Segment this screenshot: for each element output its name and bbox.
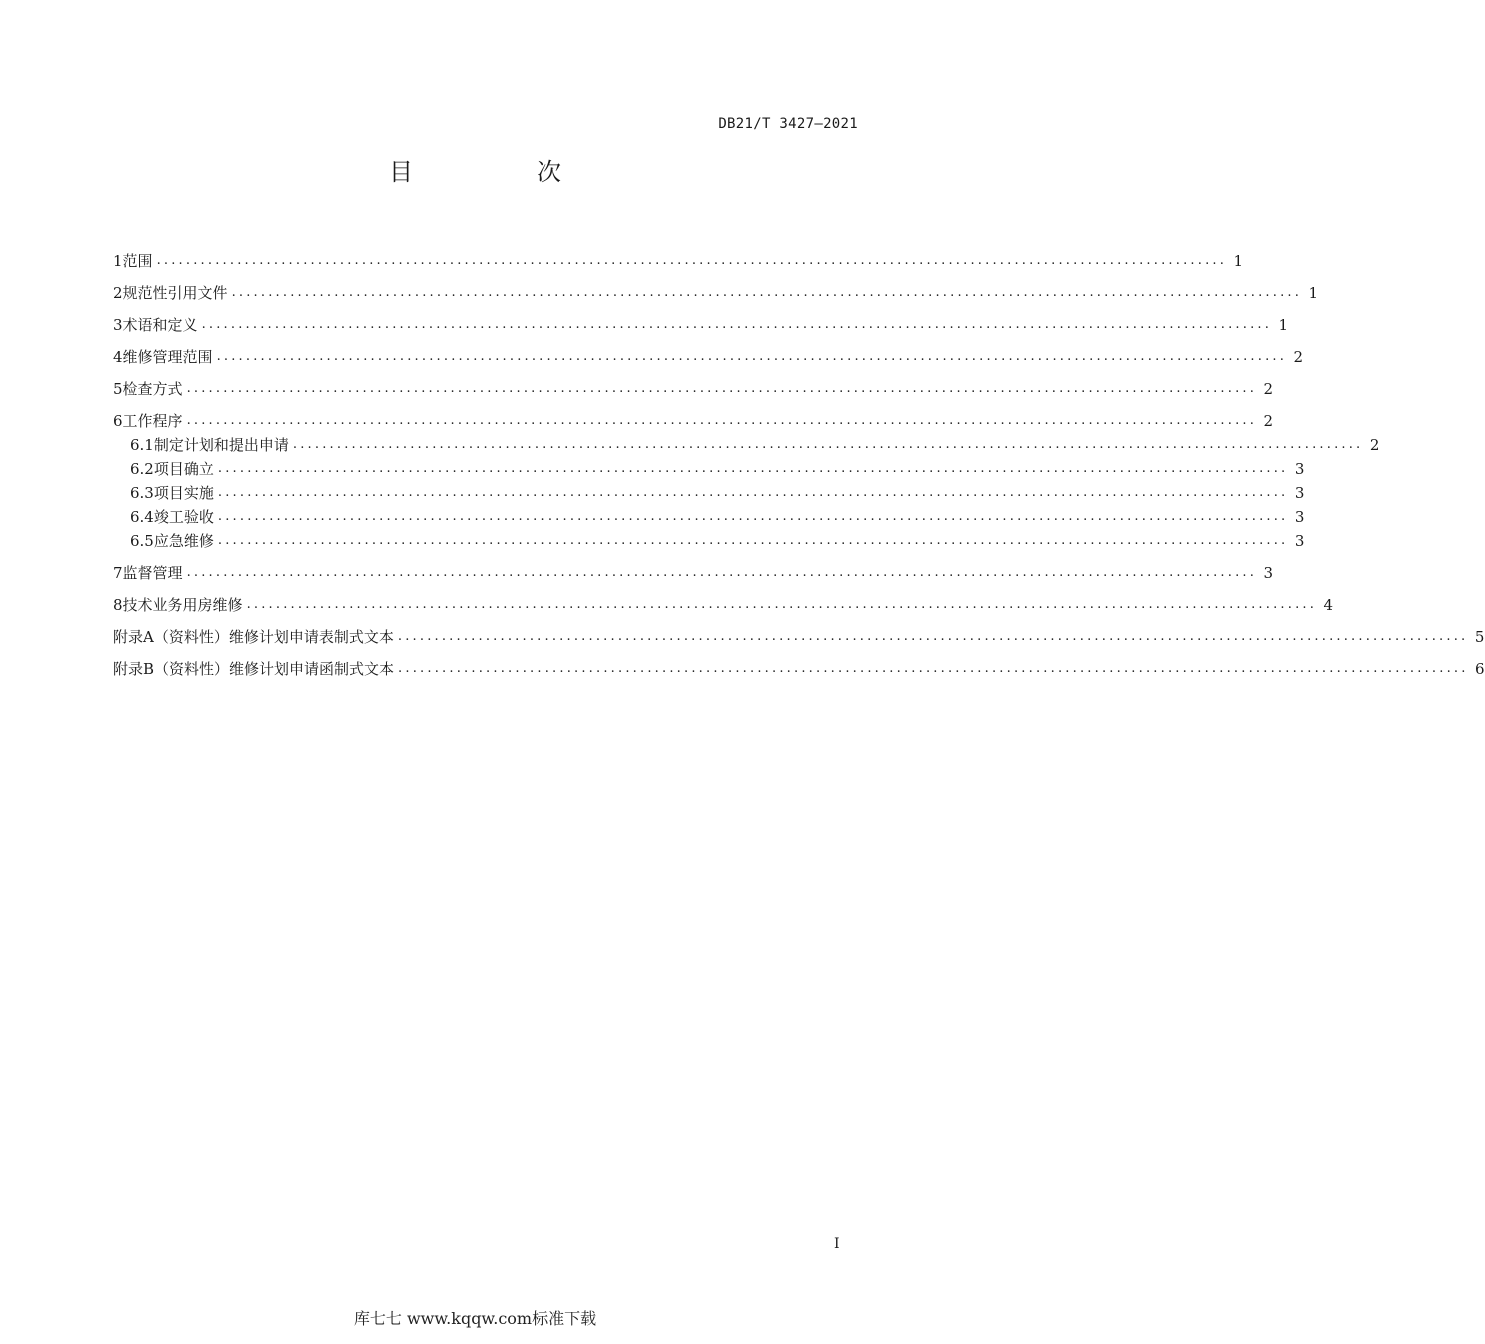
toc-entry-number: 3: [113, 316, 123, 334]
toc-entry-page: 3: [1263, 564, 1274, 582]
dot-leader: ..................................................................................................................................................: [216, 349, 1288, 364]
dot-leader: ..................................................................................................................................................: [186, 413, 1258, 428]
toc-entry-2[interactable]: [113, 272, 1319, 304]
dot-leader: ..................................................................................................................................................: [217, 485, 1289, 500]
page-number: I: [834, 1236, 840, 1252]
table-of-contents: [113, 240, 1485, 680]
toc-entry-label: 维修管理范围: [122, 348, 213, 366]
toc-entry-6-3[interactable]: [113, 480, 1305, 504]
toc-entry-number: 6.3: [130, 484, 154, 502]
toc-entry-page: 3: [1294, 460, 1305, 478]
toc-entry-label: 监督管理: [122, 564, 183, 582]
toc-entry-label: 工作程序: [122, 412, 183, 430]
toc-entry-6-5[interactable]: [113, 528, 1305, 552]
toc-entry-page: 2: [1369, 436, 1380, 454]
toc-entry-number: 6.2: [130, 460, 154, 478]
dot-leader: ..................................................................................................................................................: [292, 437, 1364, 452]
dot-leader: ..................................................................................................................................................: [186, 565, 1258, 580]
toc-entry-number: 附录B（资料性）: [113, 660, 230, 678]
toc-entry-page: 6: [1475, 660, 1485, 678]
toc-entry-appendix-b[interactable]: [113, 648, 1485, 680]
toc-entry-page: 1: [1278, 316, 1289, 334]
toc-entry-label: 规范性引用文件: [122, 284, 228, 302]
dot-leader: ..................................................................................................................................................: [217, 533, 1289, 548]
toc-entry-page: 1: [1233, 252, 1244, 270]
dot-leader: ..................................................................................................................................................: [186, 381, 1258, 396]
toc-entry-label: 项目确立: [153, 460, 214, 478]
toc-entry-label: 制定计划和提出申请: [153, 436, 289, 454]
toc-entry-1[interactable]: [113, 240, 1244, 272]
toc-entry-number: 6.4: [130, 508, 154, 526]
toc-entry-page: 2: [1293, 348, 1304, 366]
page-title: 目 次: [389, 158, 611, 186]
toc-entry-6-4[interactable]: [113, 504, 1305, 528]
toc-entry-label: 维修计划申请函制式文本: [229, 660, 395, 678]
toc-entry-page: 5: [1474, 628, 1485, 646]
toc-entry-label: 术语和定义: [122, 316, 198, 334]
toc-entry-label: 检查方式: [122, 380, 183, 398]
toc-entry-number: 5: [113, 380, 123, 398]
toc-entry-label: 技术业务用房维修: [122, 596, 243, 614]
toc-entry-number: 6.5: [130, 532, 154, 550]
document-code: DB21/T 3427—2021: [718, 116, 858, 132]
toc-entry-page: 1: [1308, 284, 1319, 302]
toc-entry-page: 4: [1323, 596, 1334, 614]
toc-entry-number: 6: [113, 412, 123, 430]
dot-leader: ..................................................................................................................................................: [201, 317, 1273, 332]
dot-leader: ..................................................................................................................................................: [156, 253, 1228, 268]
dot-leader: ..................................................................................................................................................: [397, 629, 1469, 644]
toc-entry-8[interactable]: [113, 584, 1334, 616]
toc-entry-number: 4: [113, 348, 123, 366]
watermark-text: 库七七 www.kqqw.com标准下载: [353, 1309, 597, 1328]
toc-entry-label: 竣工验收: [153, 508, 214, 526]
toc-entry-number: 2: [113, 284, 123, 302]
toc-entry-page: 3: [1294, 508, 1305, 526]
toc-entry-3[interactable]: [113, 304, 1289, 336]
dot-leader: ..................................................................................................................................................: [231, 285, 1303, 300]
toc-entry-number: 1: [113, 252, 123, 270]
toc-entry-6-1[interactable]: [113, 432, 1380, 456]
dot-leader: ..................................................................................................................................................: [398, 661, 1469, 676]
toc-entry-appendix-a[interactable]: [113, 616, 1485, 648]
toc-entry-number: 8: [113, 596, 123, 614]
toc-entry-label: 范围: [122, 252, 153, 270]
toc-entry-number: 附录A（资料性）: [113, 628, 229, 646]
toc-entry-4[interactable]: [113, 336, 1304, 368]
toc-entry-label: 应急维修: [153, 532, 214, 550]
dot-leader: ..................................................................................................................................................: [217, 509, 1289, 524]
toc-entry-page: 3: [1294, 484, 1305, 502]
toc-entry-page: 2: [1263, 412, 1274, 430]
toc-entry-6[interactable]: [113, 400, 1274, 432]
toc-entry-5[interactable]: [113, 368, 1274, 400]
toc-entry-label: 项目实施: [153, 484, 214, 502]
toc-entry-number: 6.1: [130, 436, 154, 454]
toc-entry-page: 3: [1294, 532, 1305, 550]
dot-leader: ..................................................................................................................................................: [246, 597, 1318, 612]
toc-entry-page: 2: [1263, 380, 1274, 398]
toc-entry-number: 7: [113, 564, 123, 582]
toc-entry-label: 维修计划申请表制式文本: [228, 628, 394, 646]
toc-entry-7[interactable]: [113, 552, 1274, 584]
toc-entry-6-2[interactable]: [113, 456, 1305, 480]
dot-leader: ..................................................................................................................................................: [217, 461, 1289, 476]
